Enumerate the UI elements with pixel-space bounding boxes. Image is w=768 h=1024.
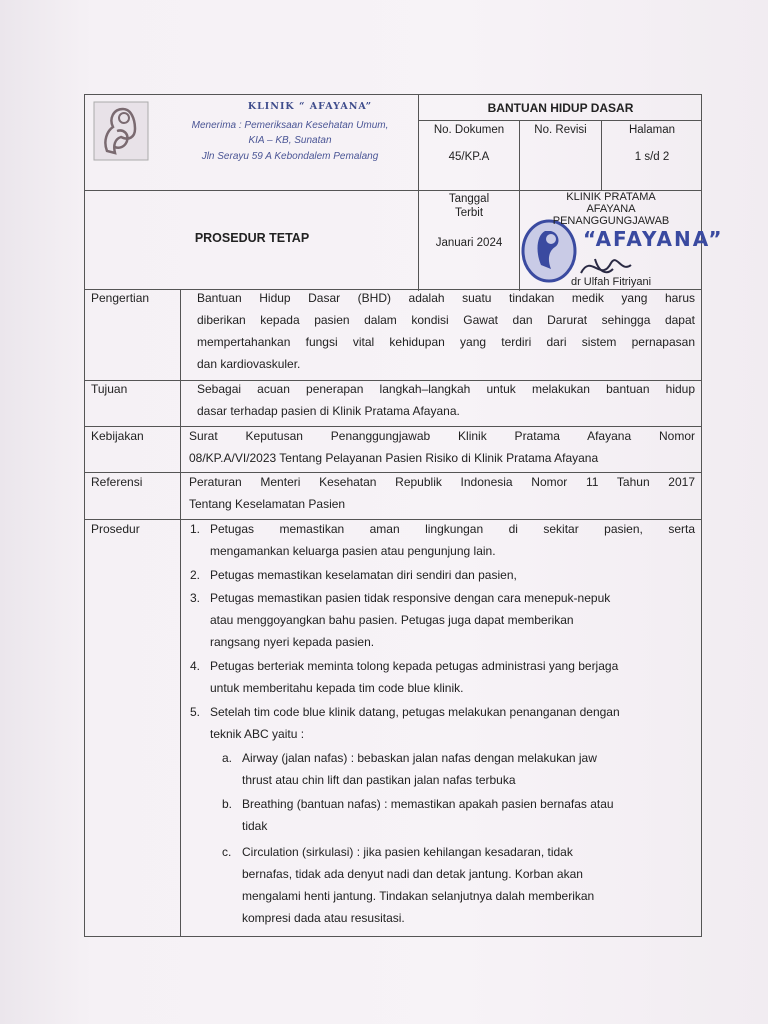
- step-line: atau menggoyangkan bahu pasien. Petugas juga dapat memberikan: [210, 613, 574, 627]
- halaman-label: Halaman: [628, 124, 676, 136]
- substep-item: [242, 841, 682, 929]
- clinic-logo: [93, 101, 149, 161]
- step-line: Petugas berteriak meminta tolong kepada petugas administrasi yang berjaga: [210, 659, 619, 673]
- step-line: Petugas memastikan pasien tidak responsive dengan cara menepuk-nepuk: [210, 591, 611, 605]
- step-line: Setelah tim code blue klinik datang, petugas melakukan penanganan dengan: [210, 705, 620, 719]
- pengertian-label: Pengertian: [91, 291, 150, 305]
- substep-letter: a.: [222, 751, 233, 765]
- document-title: BANTUAN HIDUP DASAR: [487, 101, 634, 115]
- substep-line: Airway (jalan nafas) : bebaskan jalan nafas dengan melakukan jaw: [242, 751, 597, 765]
- step-line: rangsang nyeri kepada pasien.: [210, 635, 375, 649]
- clinic-services-line-2: KIA – KB, Sunatan: [248, 135, 332, 146]
- step-number: 5.: [190, 705, 201, 719]
- substep-item: [242, 793, 682, 837]
- halaman-value: 1 s/d 2: [634, 151, 670, 163]
- kebijakan-line: Surat Keputusan Penanggungjawab Klinik Pratama Afayana Nomor: [189, 429, 695, 443]
- step-number: 3.: [190, 591, 201, 605]
- tanggal-label-2: Terbit: [454, 207, 484, 219]
- signer-org-2: AFAYANA: [586, 203, 636, 215]
- clinic-name: KLINIK “ AFAYANA”: [247, 101, 373, 112]
- step-item: [210, 564, 695, 586]
- substep-line: kompresi dada atau resusitasi.: [242, 911, 405, 925]
- clinic-services-line-1: Menerima : Pemeriksaan Kesehatan Umum,: [191, 120, 389, 131]
- kebijakan-line: 08/KP.A/VI/2023 Tentang Pelayanan Pasien Risiko di Klinik Pratama Afayana: [189, 451, 599, 465]
- header-table: [84, 94, 724, 290]
- tanggal-value: Januari 2024: [435, 237, 503, 249]
- no-revisi-label: No. Revisi: [534, 124, 587, 136]
- step-line: Petugas memastikan aman lingkungan di sekitar pasien, serta: [210, 522, 695, 536]
- referensi-line: Peraturan Menteri Kesehatan Republik Indonesia Nomor 11 Tahun 2017: [189, 475, 695, 489]
- step-line: untuk memberitahu kepada tim code blue klinik.: [210, 681, 464, 695]
- sop-title: PROSEDUR TETAP: [194, 231, 310, 245]
- step-line: mengamankan keluarga pasien atau pengunjung lain.: [210, 544, 496, 558]
- kebijakan-label: Kebijakan: [91, 429, 144, 443]
- no-dokumen-value: 45/KP.A: [448, 151, 490, 163]
- step-number: 1.: [190, 522, 201, 536]
- substep-line: bernafas, tidak ada denyut nadi dan detak jantung. Korban akan: [242, 867, 583, 881]
- pengertian-line: mempertahankan fungsi vital kehidupan yang terdiri dari sistem pernapasan: [197, 335, 695, 349]
- pengertian-line: diberikan kepada pasien dalam kondisi Gawat dan Darurat sehingga dapat: [197, 313, 695, 327]
- signer-org-1: KLINIK PRATAMA: [566, 191, 656, 203]
- substep-line: Breathing (bantuan nafas) : memastikan apakah pasien bernafas atau: [242, 797, 614, 811]
- stamp-text: “AFAYANA”: [583, 227, 724, 251]
- step-item: [210, 587, 680, 653]
- no-dokumen-label: No. Dokumen: [433, 124, 505, 136]
- substep-line: thrust atau chin lift dan pastikan jalan nafas terbuka: [242, 773, 516, 787]
- content-table: [84, 289, 702, 937]
- tujuan-line: Sebagai acuan penerapan langkah–langkah untuk melakukan bantuan hidup: [197, 382, 695, 396]
- substep-line: tidak: [242, 819, 268, 833]
- tujuan-text: [197, 378, 695, 422]
- substep-letter: c.: [222, 845, 232, 859]
- referensi-line: Tentang Keselamatan Pasien: [189, 497, 346, 511]
- step-number: 4.: [190, 659, 201, 673]
- referensi-text: [189, 471, 695, 515]
- pengertian-line: Bantuan Hidup Dasar (BHD) adalah suatu tindakan medik yang harus: [197, 291, 695, 305]
- clinic-address: Jln Serayu 59 A Kebondalem Pemalang: [201, 151, 379, 162]
- step-line: Petugas memastikan keselamatan diri sendiri dan pasien,: [210, 568, 517, 582]
- step-number: 2.: [190, 568, 201, 582]
- substep-letter: b.: [222, 797, 233, 811]
- substep-line: mengalami henti jantung. Tindakan selanjutnya dalah memberikan: [242, 889, 595, 903]
- pengertian-text: [197, 287, 695, 375]
- step-item: [210, 518, 695, 562]
- referensi-label: Referensi: [91, 475, 143, 489]
- step-line: teknik ABC yaitu :: [210, 727, 305, 741]
- step-item: [210, 655, 695, 699]
- tanggal-label-1: Tanggal: [448, 193, 490, 205]
- pengertian-line: dan kardiovaskuler.: [197, 357, 301, 371]
- signer-role: PENANGGUNGJAWAB: [552, 215, 670, 227]
- tujuan-line: dasar terhadap pasien di Klinik Pratama Afayana.: [197, 404, 460, 418]
- step-item: [210, 701, 695, 745]
- prosedur-label: Prosedur: [91, 522, 140, 536]
- substep-item: [242, 747, 682, 791]
- kebijakan-text: [189, 425, 695, 469]
- substep-line: Circulation (sirkulasi) : jika pasien kehilangan kesadaran, tidak: [242, 845, 573, 859]
- tujuan-label: Tujuan: [91, 382, 128, 396]
- signer-name: dr Ulfah Fitriyani: [570, 276, 652, 288]
